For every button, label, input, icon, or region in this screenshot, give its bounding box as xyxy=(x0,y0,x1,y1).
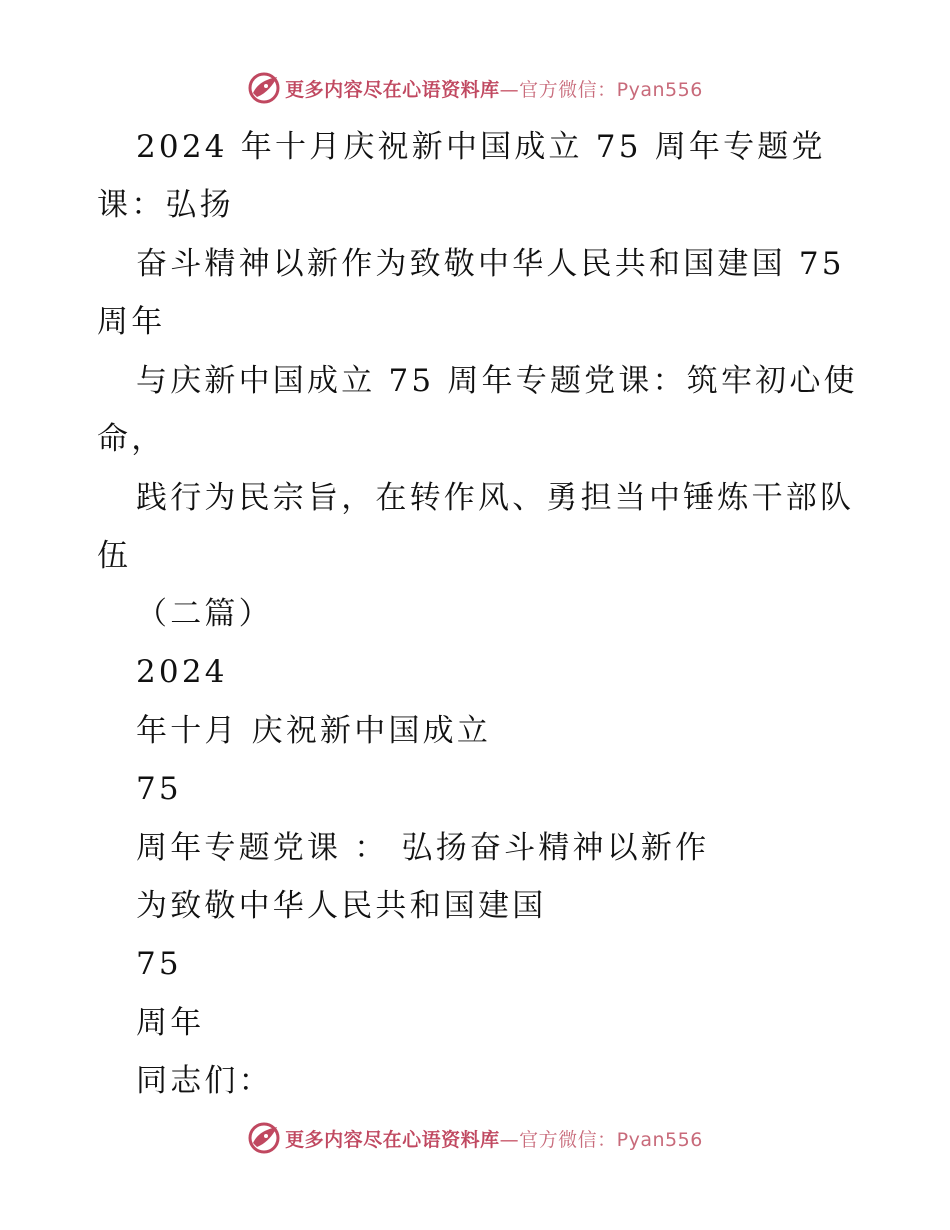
text-line: 2024 年十月庆祝新中国成立 75 周年专题党 xyxy=(136,129,826,165)
text-line: 周年 xyxy=(136,1005,205,1041)
text-line: 为致敬中华人民共和国建国 xyxy=(136,888,547,924)
watermark-footer xyxy=(0,1118,950,1158)
text-line: 同志们： xyxy=(136,1063,273,1099)
text-line: 2024 xyxy=(136,654,228,690)
text-line: （二篇） xyxy=(136,596,273,632)
text-line: 命， xyxy=(97,421,166,457)
text-line: 周年 xyxy=(97,304,166,340)
pen-nib-logo-icon xyxy=(247,1121,281,1155)
text-line: 75 xyxy=(136,771,182,807)
text-line: 周年专题党课 ： 弘扬奋斗精神以新作 xyxy=(136,830,710,866)
text-line: 践行为民宗旨，在转作风、勇担当中锤炼干部队 xyxy=(136,480,855,516)
text-line: 75 xyxy=(136,946,182,982)
text-line: 与庆新中国成立 75 周年专题党课：筑牢初心使 xyxy=(136,363,858,399)
text-line: 奋斗精神以新作为致敬中华人民共和国建国 75 xyxy=(136,246,845,282)
watermark-text: 更多内容尽在心语资料库—官方微信：Pyan556 xyxy=(285,78,703,101)
text-line: 年十月 庆祝新中国成立 xyxy=(136,713,492,749)
text-line: 课：弘扬 xyxy=(97,187,234,223)
watermark-text: 更多内容尽在心语资料库—官方微信：Pyan556 xyxy=(285,1128,703,1151)
text-line: 伍 xyxy=(97,538,132,574)
